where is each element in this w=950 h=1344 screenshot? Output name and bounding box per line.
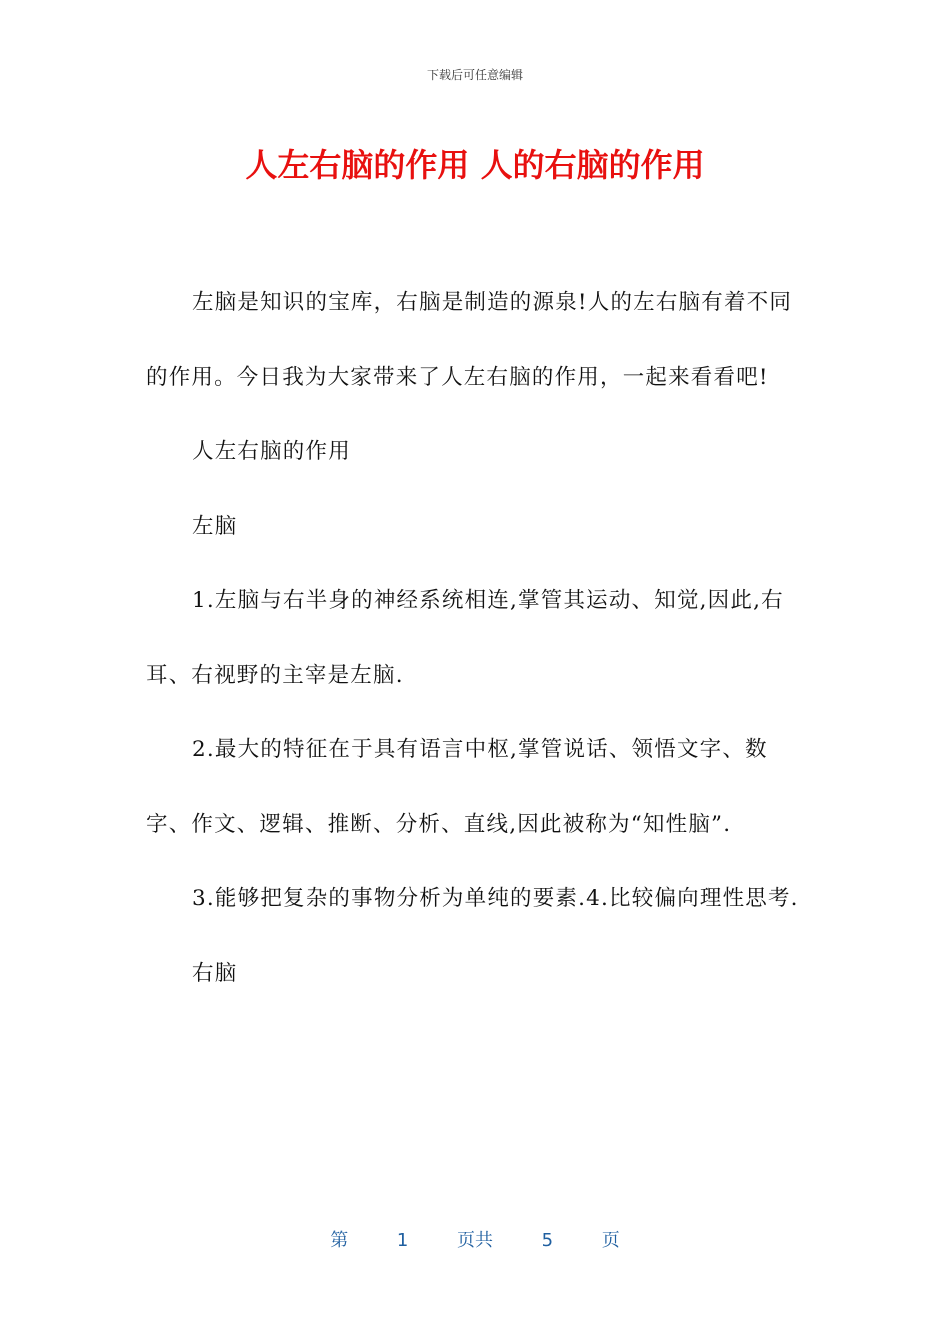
document-body (146, 266, 804, 1011)
document-title: 人左右脑的作用 人的右脑的作用 (245, 146, 705, 184)
page-label-suffix: 页 (601, 1230, 620, 1251)
total-pages-number: 5 (541, 1230, 554, 1251)
page-header-note: 下载后可任意编辑 (426, 68, 523, 82)
left-brain-point-1: 1.左脑与右半身的神经系统相连,掌管其运动、知觉,因此,右耳、右视野的主宰是左脑. (146, 588, 784, 688)
page-footer (0, 1226, 950, 1252)
left-brain-point-2: 2.最大的特征在于具有语言中枢,掌管说话、领悟文字、数字、作文、逻辑、推断、分析、直线,因此被称为“知性脑”. (146, 737, 768, 837)
current-page-number: 1 (396, 1230, 409, 1251)
page-label-mid: 页共 (457, 1230, 493, 1251)
section-heading: 人左右脑的作用 (192, 439, 351, 464)
subheading-left-brain: 左脑 (192, 513, 238, 539)
page-label-prefix: 第 (330, 1230, 349, 1251)
left-brain-point-3: 3.能够把复杂的事物分析为单纯的要素.4.比较偏向理性思考. (192, 886, 799, 911)
intro-paragraph: 左脑是知识的宝库，右脑是制造的源泉!人的左右脑有着不同的作用。今日我为大家带来了人左右脑的作用，一起来看看吧! (146, 290, 793, 390)
subheading-right-brain: 右脑 (192, 960, 238, 986)
